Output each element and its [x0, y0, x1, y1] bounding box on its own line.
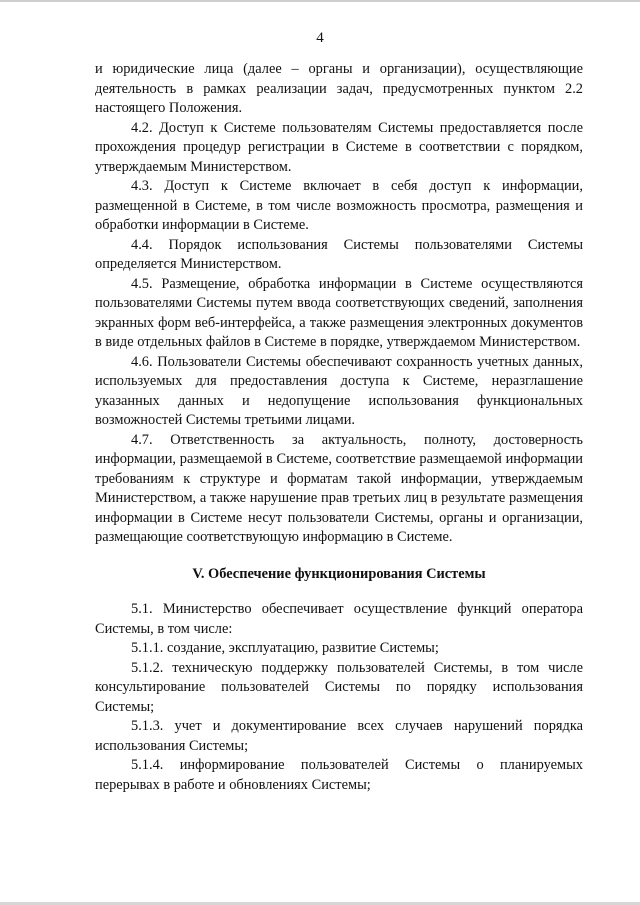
paragraph-4-4: 4.4. Порядок использования Системы пользователями Системы определяется Министерством. [95, 236, 583, 272]
paragraph-5-1-1: 5.1.1. создание, эксплуатацию, развитие Системы; [131, 640, 439, 656]
paragraph-continuation: и юридические лица (далее – органы и организации), осуществляющие деятельность в рамках реализации задач, предусмотренных пунктом 2.2 настоящего Положения. [95, 61, 583, 116]
paragraph-4-6: 4.6. Пользователи Системы обеспечивают сохранность учетных данных, используемых для предоставления доступа к Системе, неразглашение указанных данных и недопущение использования функциональных возможностей Системы третьими лицами. [95, 353, 583, 428]
paragraph-4-7: 4.7. Ответственность за актуальность, полноту, достоверность информации, размещаемой в Системе, соответствие размещаемой информации требованиям к структуре и форматам такой информации, утверждаемым Министерством, а также нарушение прав третьих лиц в результате размещения информации в Системе несут пользователи Системы, органы и организации, размещающие соответствующую информацию в Системе. [95, 431, 583, 545]
paragraph-4-3: 4.3. Доступ к Системе включает в себя доступ к информации, размещенной в Системе, в том числе возможность просмотра, размещения и обработки информации в Системе. [95, 178, 583, 233]
paragraph-5-1: 5.1. Министерство обеспечивает осуществление функций оператора Системы, в том числе: [95, 601, 583, 637]
paragraph-5-1-3: 5.1.3. учет и документирование всех случаев нарушений порядка использования Системы; [95, 718, 583, 754]
document-body [95, 60, 583, 795]
paragraph-4-5: 4.5. Размещение, обработка информации в Системе осуществляются пользователями Системы путем ввода соответствующих сведений, заполнения экранных форм веб-интерфейса, а также размещения электронных документов в виде отдельных файлов в Системе в порядке, утверждаемом Министерством. [95, 275, 583, 350]
scan-top-edge [0, 0, 640, 2]
paragraph-5-1-2: 5.1.2. техническую поддержку пользователей Системы, в том числе консультирование пользователей Системы по порядку использования Системы; [95, 659, 583, 715]
page-number: 4 [316, 30, 324, 46]
paragraph-5-1-4: 5.1.4. информирование пользователей Системы о планируемых перерывах в работе и обновлениях Системы; [95, 757, 583, 793]
section-title: V. Обеспечение функционирования Системы [192, 565, 486, 582]
paragraph-4-2: 4.2. Доступ к Системе пользователям Системы предоставляется после прохождения процедур регистрации в Системе в соответствии с порядком, утверждаемым Министерством. [95, 119, 583, 175]
